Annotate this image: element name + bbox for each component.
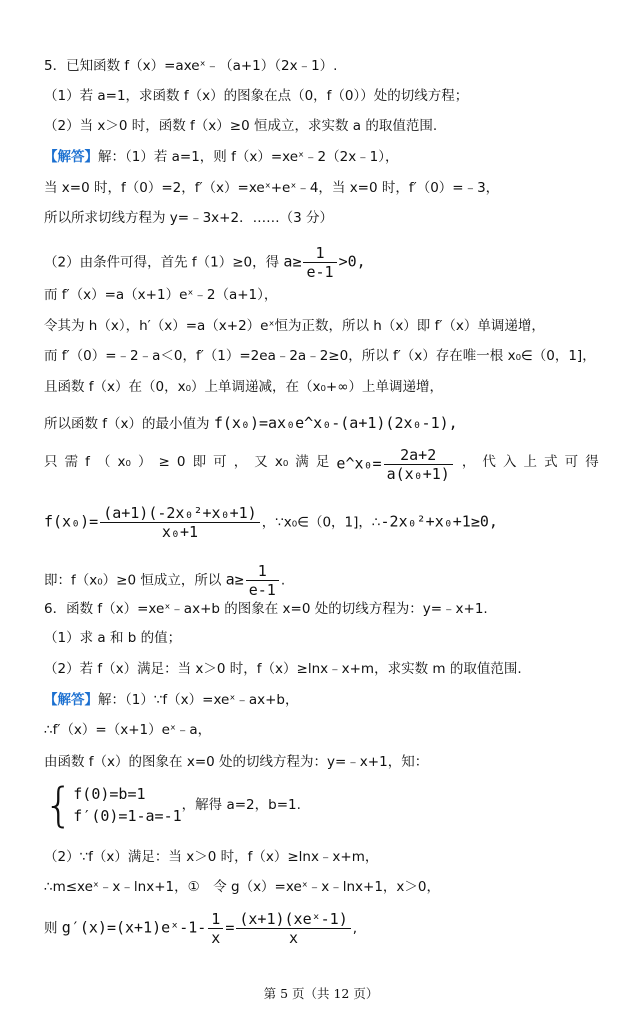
q6-part1: （1）求 a 和 b 的值； — [44, 630, 182, 646]
q5-answer-line8: 且函数 f（x）在（0，x₀）上单调递减，在（x₀+∞）上单调递增， — [44, 379, 443, 395]
answer-tag: 【解答】 — [44, 692, 98, 708]
q5-title: 5．已知函数 f（x）=axeˣ﹣（a+1）（2x﹣1）. — [44, 58, 338, 74]
q6-answer-line3: 由函数 f（x）的图象在 x=0 处的切线方程为：y=﹣x+1，知： — [44, 754, 429, 770]
q6-answer-line4: （2）∵f（x）满足：当 x＞0 时，f（x）≥lnx﹣x+m， — [44, 849, 379, 865]
left-brace-symbol: { — [44, 778, 74, 832]
fraction: $\frac{\text{(x+1)(xeˣ-1)}}{x}$ — [236, 910, 350, 947]
q6-part2: （2）若 f（x）满足：当 x＞0 时，f（x）≥lnx﹣x+m，求实数 m 的取值范围. — [44, 661, 522, 677]
answer-tag: 【解答】 — [44, 149, 98, 165]
fraction: $\frac{\text{(a+1)(-2x₀²+x₀+1)}}{\text{x₀+1}}$ — [100, 504, 260, 541]
q5-answer-line12: 即：f（x₀）≥0 恒成立，所以 a≥ $\frac{1}{e-1}$ . — [44, 562, 286, 599]
q5-answer-line9: 所以函数 f（x）的最小值为 f(x₀)=ax₀e^x₀-(a+1)(2x₀-1), — [44, 414, 458, 432]
q5-answer-line6: 令其为 h（x），h′（x）=a（x+2）eˣ恒为正数，所以 h（x）即 f′（x）单调递增， — [44, 318, 545, 334]
q5-answer-line2: 当 x=0 时，f（0）=2，f′（x）=xeˣ+eˣ﹣4，当 x=0 时，f′（0）=﹣3， — [44, 180, 500, 196]
q5-answer-line5: 而 f′（x）=a（x+1）eˣ﹣2（a+1）， — [44, 287, 278, 303]
q5-answer-line11: f(x₀)= $\frac{\text{(a+1)(-2x₀²+x₀+1)}}{\text{x₀+1}}$ ，∵x₀∈（0，1]，∴-2x₀²+x₀+1≥0, — [44, 504, 498, 541]
q5-answer-line1: 【解答】解：（1）若 a=1，则 f（x）=xeˣ﹣2（2x﹣1）， — [44, 149, 399, 165]
q5-answer-line7: 而 f′（0）=﹣2﹣a＜0，f′（1）=2ea﹣2a﹣2≥0，所以 f′（x）存在唯一根 x₀∈（0，1]， — [44, 348, 596, 364]
q6-answer-line1: 【解答】解：（1）∵f（x）=xeˣ﹣ax+b， — [44, 692, 299, 708]
q6-title: 6．函数 f（x）=xeˣ﹣ax+b 的图象在 x=0 处的切线方程为：y=﹣x+1. — [44, 601, 488, 617]
formula: f(x₀)=ax₀e^x₀-(a+1)(2x₀-1), — [213, 414, 458, 432]
q5-answer-line4: （2）由条件可得，首先 f（1）≥0，得 a≥ $\frac{1}{e-1}$ >0, — [44, 244, 366, 281]
q5-part1: （1）若 a=1，求函数 f（x）的图象在点（0，f（0））处的切线方程； — [44, 88, 469, 104]
q5-answer-line3: 所以所求切线方程为 y=﹣3x+2．……（3 分） — [44, 210, 333, 226]
page-footer: 第 5 页（共 12 页） — [263, 986, 379, 1001]
fraction: $\frac{2a+2}{\text{a(x₀+1)}}$ — [384, 446, 453, 483]
q6-answer-line6: 则 g′(x)=(x+1)eˣ-1- $\frac{1}{x}$ = $\frac{\text{(x+1)(xeˣ-1)}}{x}$ , — [44, 910, 358, 947]
q6-answer-line2: ∴f′（x）=（x+1）eˣ﹣a， — [44, 722, 212, 738]
q6-answer-line5: ∴m≤xeˣ﹣x﹣lnx+1，① 令 g（x）=xeˣ﹣x﹣lnx+1，x＞0， — [44, 879, 441, 895]
fraction: $\frac{1}{x}$ — [208, 910, 223, 947]
q5-part2: （2）当 x＞0 时，函数 f（x）≥0 恒成立，求实数 a 的取值范围. — [44, 118, 438, 134]
system-lines: f(0)=b=1 f′(0)=1-a=-1 — [73, 785, 182, 825]
fraction: $\frac{1}{e-1}$ — [246, 562, 279, 599]
q6-equation-system: { f(0)=b=1 f′(0)=1-a=-1 ，解得 a=2，b=1. — [44, 778, 301, 832]
fraction: $\frac{1}{e-1}$ — [303, 244, 336, 281]
q5-answer-line10: 只 需 f （ x₀ ） ≥ 0 即 可 ， 又 x₀ 满 足 e^x₀= $\frac{2a+2}{\text{a(x₀+1)}}$ ， 代 入 上 式 可 得 — [44, 446, 599, 483]
